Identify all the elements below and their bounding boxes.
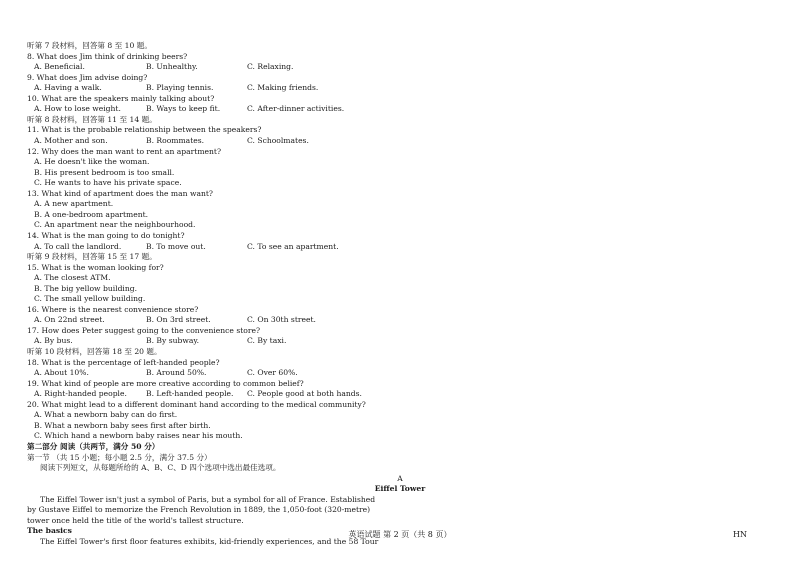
option: C. He wants to have his private space.	[34, 178, 182, 188]
text-line	[0, 325, 800, 336]
text-line	[0, 61, 800, 72]
option-a: A. How to lose weight.	[34, 104, 121, 114]
text-line	[0, 272, 800, 283]
text-line	[0, 135, 800, 146]
option-b: B. On 3rd street.	[146, 315, 211, 325]
question-text: 20. What might lead to a different dominant hand according to the medical community?	[27, 399, 366, 409]
text-line	[0, 146, 800, 157]
text-line	[0, 72, 800, 83]
text-line	[0, 346, 800, 357]
text-line	[0, 40, 800, 51]
option-a: A. Beneficial.	[34, 62, 85, 72]
option: C. Which hand a newborn baby raises near his mouth.	[34, 431, 243, 441]
text-line	[0, 473, 800, 484]
text-line	[0, 103, 800, 114]
option-b: B. Ways to keep fit.	[146, 104, 221, 114]
option-b: B. Around 50%.	[146, 368, 207, 378]
option-c: C. People good at both hands.	[247, 389, 362, 399]
question-text: 18. What is the percentage of left-handed people?	[27, 357, 220, 367]
option-b: B. Playing tennis.	[146, 83, 214, 93]
text-line	[0, 304, 800, 315]
text-line	[0, 93, 800, 104]
option: A. The closest ATM.	[34, 273, 111, 283]
text-line	[0, 188, 800, 199]
question-text: 9. What does Jim advise doing?	[27, 72, 148, 82]
option-c: C. Over 60%.	[247, 368, 298, 378]
question-text: 听第 10 段材料，回答第 18 至 20 题。	[27, 347, 162, 356]
option-a: A. Having a walk.	[34, 83, 102, 93]
question-text: 听第 7 段材料，回答第 8 至 10 题。	[27, 41, 152, 50]
question-text: 听第 9 段材料，回答第 15 至 17 题。	[27, 252, 157, 261]
text-line	[0, 378, 800, 389]
text-line	[0, 156, 800, 167]
paragraph-text: The Eiffel Tower isn't just a symbol of Paris, but a symbol for all of France. Established	[40, 494, 376, 504]
question-text: 12. Why does the man want to rent an apartment?	[27, 146, 222, 156]
option: C. An apartment near the neighbourhood.	[34, 220, 196, 230]
option: A. He doesn't like the woman.	[34, 157, 150, 167]
option: B. His present bedroom is too small.	[34, 167, 175, 177]
paragraph-text: by Gustave Eiffel to memorize the French Revolution in 1889, the 1,050-foot (320-metre)	[27, 505, 371, 515]
option: A. A new apartment.	[34, 199, 114, 209]
paragraph-text: 阅读下列短文，从每题所给的 A、B、C、D 四个选项中选出最佳选项。	[40, 463, 281, 472]
text-line	[0, 262, 800, 273]
option: B. What a newborn baby sees first after birth.	[34, 420, 211, 430]
text-line	[0, 515, 800, 526]
option-b: B. By subway.	[146, 336, 200, 346]
text-line	[0, 399, 800, 410]
text-line	[0, 283, 800, 294]
footer-page-number: 英语试题 第 2 页（共 8 页）	[348, 530, 452, 539]
option-c: C. After-dinner activities.	[247, 104, 345, 114]
section-heading: 第二部分 阅读（共两节，满分 50 分）	[27, 441, 160, 451]
option: A. What a newborn baby can do first.	[34, 410, 178, 420]
question-text: 19. What kind of people are more creative according to common belief?	[27, 378, 304, 388]
text-line	[0, 251, 800, 262]
option-c: C. Relaxing.	[247, 62, 294, 72]
text-line	[0, 82, 800, 93]
question-text: 16. Where is the nearest convenience store?	[27, 304, 199, 314]
text-line	[0, 388, 800, 399]
question-text: 11. What is the probable relationship between the speakers?	[27, 125, 262, 135]
text-line	[0, 314, 800, 325]
option-c: C. Making friends.	[247, 83, 319, 93]
text-line	[0, 462, 800, 473]
text-line	[0, 198, 800, 209]
question-text: 8. What does Jim think of drinking beers?	[27, 51, 188, 61]
option-a: A. About 10%.	[34, 368, 89, 378]
question-text: 14. What is the man going to do tonight?	[27, 230, 185, 240]
text-line	[0, 441, 800, 452]
text-line	[0, 430, 800, 441]
option-b: B. Unhealthy.	[146, 62, 198, 72]
option: B. A one-bedroom apartment.	[34, 209, 149, 219]
option-b: B. Left-handed people.	[146, 389, 234, 399]
text-line	[0, 241, 800, 252]
text-line	[0, 357, 800, 368]
option-a: A. Right-handed people.	[34, 389, 127, 399]
paragraph-text: The Eiffel Tower's first floor features exhibits, kid-friendly experiences, and the 58 Tour	[40, 536, 379, 546]
text-line	[0, 483, 800, 494]
text-line	[0, 367, 800, 378]
option-b: B. To move out.	[146, 241, 206, 251]
text-line	[0, 452, 800, 463]
text-line	[0, 409, 800, 420]
text-line	[0, 51, 800, 62]
option: C. The small yellow building.	[34, 294, 146, 304]
paragraph-text: tower once held the title of the world's tallest structure.	[27, 515, 244, 525]
option: B. The big yellow building.	[34, 283, 138, 293]
question-text: 15. What is the woman looking for?	[27, 262, 164, 272]
option-a: A. To call the landlord.	[34, 241, 122, 251]
option-b: B. Roommates.	[146, 135, 205, 145]
section-heading: The basics	[27, 526, 72, 536]
text-line	[0, 494, 800, 505]
question-text: 第一节 （共 15 小题；每小题 2.5 分，满分 37.5 分）	[27, 452, 212, 462]
text-line	[0, 209, 800, 220]
option-a: A. On 22nd street.	[34, 315, 105, 325]
option-c: C. By taxi.	[247, 336, 287, 346]
question-text: 13. What kind of apartment does the man want?	[27, 188, 213, 198]
text-line	[0, 230, 800, 241]
question-text: 17. How does Peter suggest going to the convenience store?	[27, 325, 261, 335]
text-line	[0, 167, 800, 178]
footer-region-code: HN	[733, 530, 747, 539]
question-text: 听第 8 段材料，回答第 11 至 14 题。	[27, 114, 157, 124]
option-c: C. To see an apartment.	[247, 241, 339, 251]
text-line	[0, 293, 800, 304]
text-line	[0, 177, 800, 188]
page-footer	[0, 529, 800, 540]
text-line	[0, 114, 800, 125]
option-a: A. By bus.	[34, 336, 73, 346]
text-line	[0, 124, 800, 135]
option-c: C. Schoolmates.	[247, 135, 309, 145]
text-line	[0, 219, 800, 230]
passage-letter: A	[397, 473, 403, 483]
text-line	[0, 504, 800, 515]
question-text: 10. What are the speakers mainly talking about?	[27, 93, 215, 103]
text-line	[0, 335, 800, 346]
text-line	[0, 420, 800, 431]
option-a: A. Mother and son.	[34, 135, 108, 145]
passage-title: Eiffel Tower	[374, 484, 426, 494]
option-c: C. On 30th street.	[247, 315, 316, 325]
